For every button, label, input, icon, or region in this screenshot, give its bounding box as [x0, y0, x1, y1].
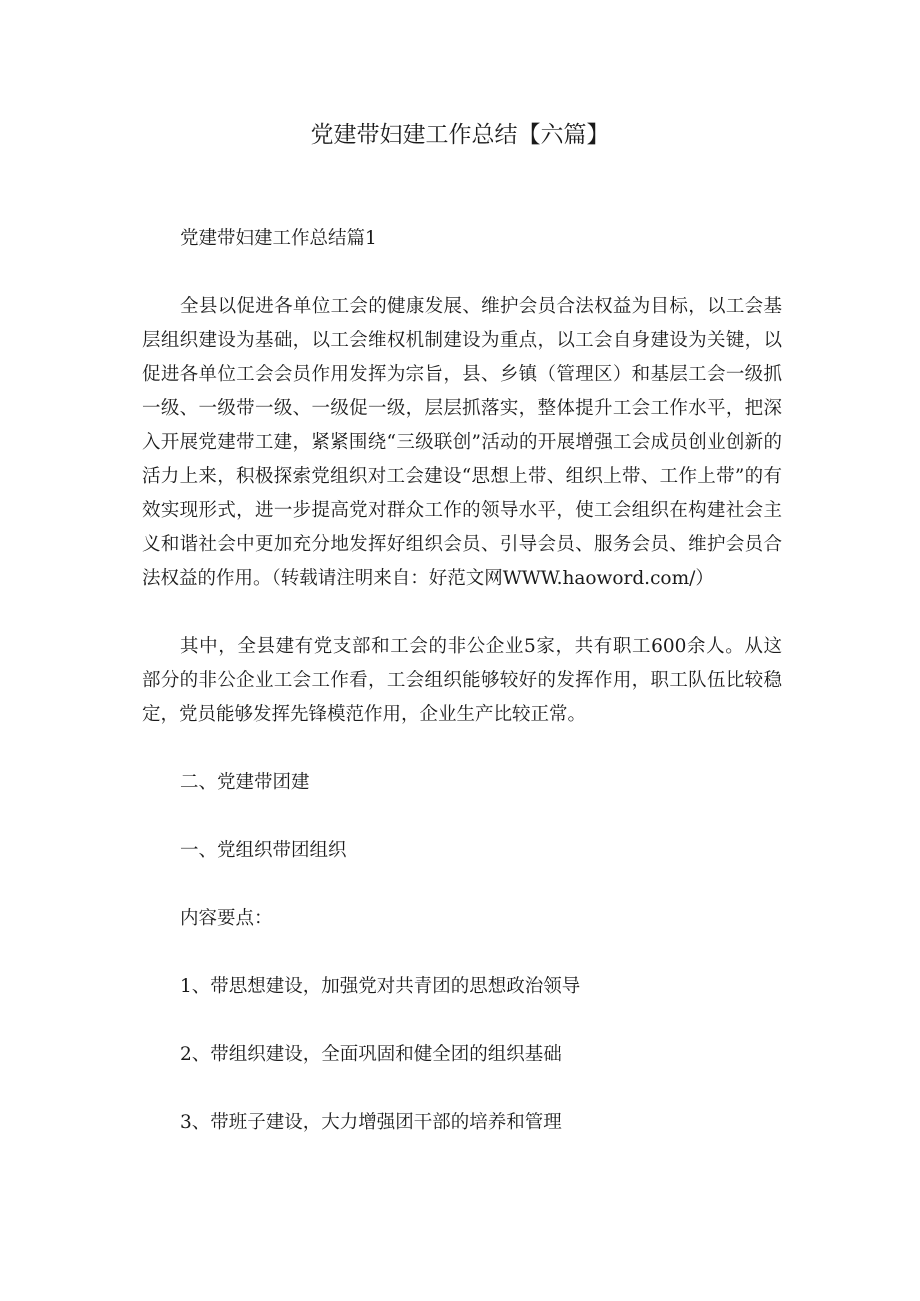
key-points-label: 内容要点：	[180, 908, 273, 929]
list-item-2: 2、带组织建设，全面巩固和健全团的组织基础	[180, 1044, 562, 1065]
section-heading-3: 一、党组织带团组织	[180, 840, 347, 861]
paragraph-2: 其中，全县建有党支部和工会的非公企业5家，共有职工600余人。从这部分的非公企业工会工作看，工会组织能够较好的发挥作用，职工队伍比较稳定，党员能够发挥先锋模范作用，企业生产比较正常。	[142, 636, 782, 725]
document-body	[142, 222, 782, 1140]
list-item-1: 1、带思想建设，加强党对共青团的思想政治领导	[180, 976, 581, 997]
paragraph-1: 全县以促进各单位工会的健康发展、维护会员合法权益为目标，以工会基层组织建设为基础，以工会维权机制建设为重点，以工会自身建设为关键，以促进各单位工会会员作用发挥为宗旨，县、乡镇（管理区）和基层工会一级抓一级、一级带一级、一级促一级，层层抓落实，整体提升工会工作水平，把深入开展党建带工建，紧紧围绕“三级联创”活动的开展增强工会成员创业创新的活力上来，积极探索党组织对工会建设“思想上带、组织上带、工作上带”的有效实现形式，进一步提高党对群众工作的领导水平，使工会组织在构建社会主义和谐社会中更加充分地发挥好组织会员、引导会员、服务会员、维护会员合法权益的作用。（转载请注明来自：好范文网WWW.haoword.com/）	[142, 296, 782, 589]
list-item-3: 3、带班子建设，大力增强团干部的培养和管理	[180, 1112, 562, 1133]
section-heading-1: 党建带妇建工作总结篇1	[180, 228, 377, 249]
document-title: 党建带妇建工作总结【六篇】	[310, 122, 610, 148]
section-heading-2: 二、党建带团建	[180, 772, 310, 793]
